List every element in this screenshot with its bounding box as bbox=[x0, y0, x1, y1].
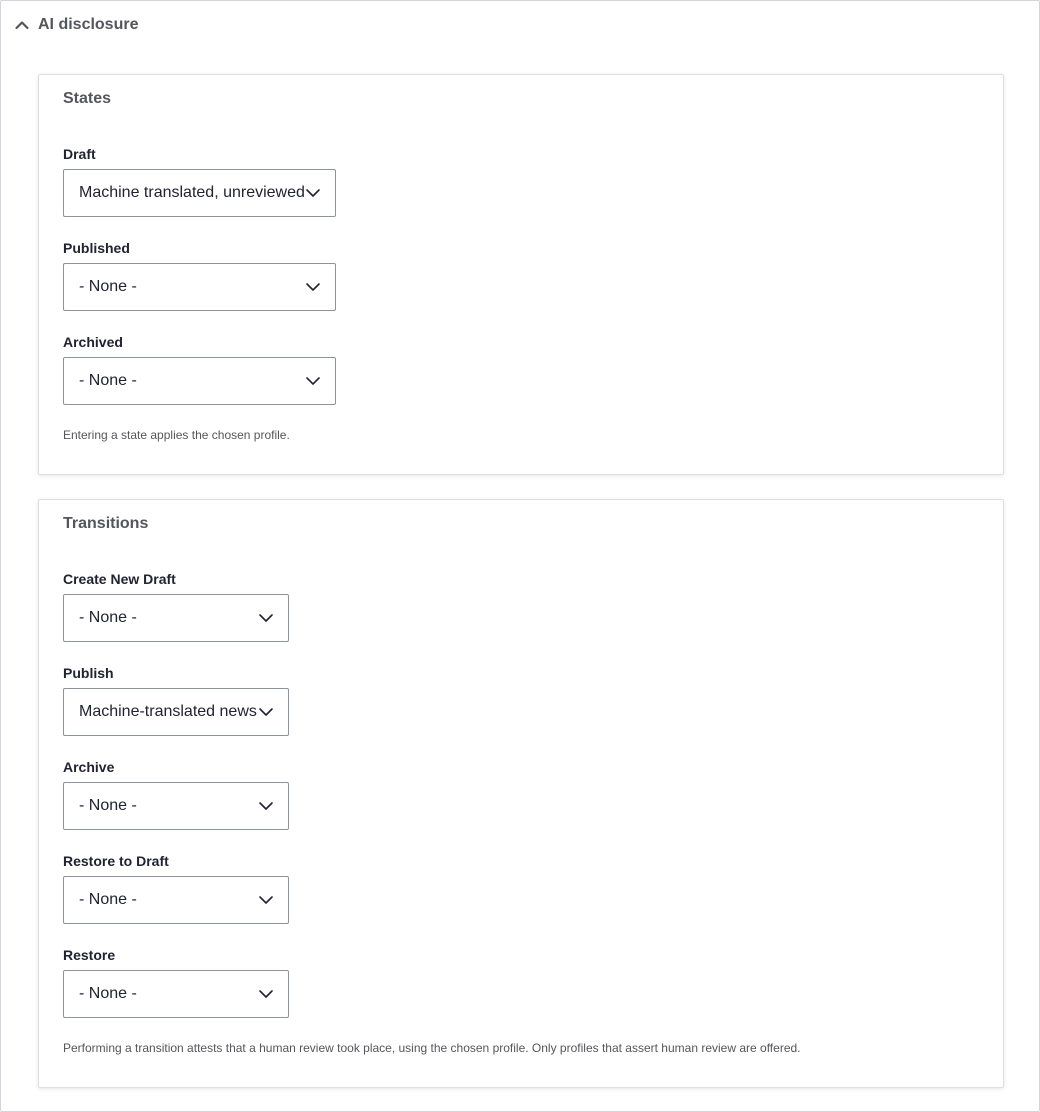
draft-select-value: Machine translated, unreviewed bbox=[79, 184, 305, 201]
chevron-down-icon bbox=[258, 612, 274, 624]
restore-label: Restore bbox=[63, 947, 116, 963]
restore-field bbox=[63, 947, 289, 1018]
archive-select[interactable] bbox=[63, 782, 289, 830]
restore-select-value: - None - bbox=[79, 985, 137, 1002]
chevron-down-icon bbox=[305, 187, 321, 199]
restore-to-draft-label: Restore to Draft bbox=[63, 853, 169, 869]
published-field bbox=[63, 240, 336, 311]
transitions-description: Performing a transition attests that a human review took place, using the chosen profile. Only profiles that assert human review are offered. bbox=[63, 1041, 801, 1055]
chevron-down-icon bbox=[258, 894, 274, 906]
archived-select-value: - None - bbox=[79, 372, 137, 389]
states-legend: States bbox=[63, 90, 112, 107]
publish-label: Publish bbox=[63, 665, 114, 681]
draft-select[interactable] bbox=[63, 169, 336, 217]
restore-to-draft-field bbox=[63, 853, 289, 924]
transitions-fieldset bbox=[38, 499, 1004, 1088]
chevron-down-icon bbox=[305, 281, 321, 293]
chevron-down-icon bbox=[258, 988, 274, 1000]
restore-select[interactable] bbox=[63, 970, 289, 1018]
archived-select[interactable] bbox=[63, 357, 336, 405]
published-label: Published bbox=[63, 240, 130, 256]
archive-select-value: - None - bbox=[79, 797, 137, 814]
archive-label: Archive bbox=[63, 759, 115, 775]
chevron-down-icon bbox=[258, 706, 274, 718]
chevron-up-icon bbox=[13, 16, 31, 34]
transitions-legend: Transitions bbox=[63, 515, 149, 532]
section-title: AI disclosure bbox=[38, 16, 139, 33]
publish-select[interactable] bbox=[63, 688, 289, 736]
create-new-draft-field bbox=[63, 571, 289, 642]
chevron-down-icon bbox=[258, 800, 274, 812]
published-select[interactable] bbox=[63, 263, 336, 311]
create-new-draft-select[interactable] bbox=[63, 594, 289, 642]
create-new-draft-label: Create New Draft bbox=[63, 571, 176, 587]
archived-label: Archived bbox=[63, 334, 123, 350]
archived-field bbox=[63, 334, 336, 405]
published-select-value: - None - bbox=[79, 278, 137, 295]
states-fieldset bbox=[38, 74, 1004, 475]
archive-field bbox=[63, 759, 289, 830]
restore-to-draft-select-value: - None - bbox=[79, 891, 137, 908]
create-new-draft-select-value: - None - bbox=[79, 609, 137, 626]
draft-label: Draft bbox=[63, 146, 96, 162]
chevron-down-icon bbox=[305, 375, 321, 387]
publish-field bbox=[63, 665, 289, 736]
draft-field bbox=[63, 146, 336, 217]
publish-select-value: Machine-translated news bbox=[79, 703, 257, 720]
ai-disclosure-toggle[interactable] bbox=[13, 13, 138, 37]
states-description: Entering a state applies the chosen profile. bbox=[63, 428, 290, 442]
restore-to-draft-select[interactable] bbox=[63, 876, 289, 924]
